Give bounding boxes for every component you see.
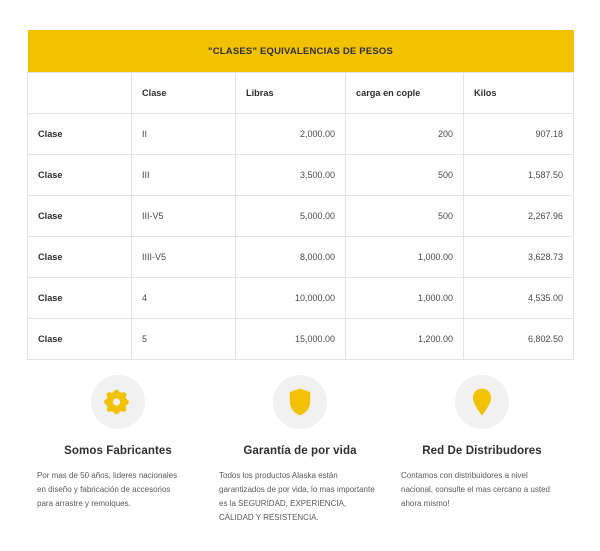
cell-clase: II [132,114,236,155]
table-row [28,114,574,155]
row-label: Clase [28,237,132,278]
column-header-blank [28,73,132,114]
row-label: Clase [28,196,132,237]
icon-badge [273,375,327,429]
cell-kilos: 6,802.50 [464,319,574,360]
row-label: Clase [28,319,132,360]
cell-kilos: 4,535.00 [464,278,574,319]
table-header-row [28,73,574,114]
cell-libras: 2,000.00 [236,114,346,155]
cell-clase: 5 [132,319,236,360]
table-row [28,319,574,360]
feature-title: Red De Distribudores [422,445,542,457]
column-header-carga-en-cople: carga en cople [346,73,464,114]
cell-carga: 500 [346,155,464,196]
cell-kilos: 3,628.73 [464,237,574,278]
table-header [28,73,574,114]
cell-kilos: 1,587.50 [464,155,574,196]
gear-icon [104,388,132,416]
feature-title: Somos Fabricantes [64,445,172,457]
column-header-libras: Libras [236,73,346,114]
column-header-kilos: Kilos [464,73,574,114]
table-body [28,114,574,360]
feature-text: Todos los productos Alaska están garantizados de por vida, lo mas importante es la SEGURIDAD, EXPERIENCIA, CALIDAD Y RESISTENCIA. [219,471,375,522]
row-label: Clase [28,114,132,155]
cell-kilos: 907.18 [464,114,574,155]
table-title-head [28,30,574,73]
cell-kilos: 2,267.96 [464,196,574,237]
cell-libras: 10,000.00 [236,278,346,319]
cell-libras: 8,000.00 [236,237,346,278]
icon-badge [455,375,509,429]
cell-carga: 1,000.00 [346,278,464,319]
cell-libras: 5,000.00 [236,196,346,237]
location-pin-icon [470,387,494,417]
table-row [28,278,574,319]
feature-somos-fabricantes [27,375,209,525]
cell-clase: III-V5 [132,196,236,237]
cell-carga: 200 [346,114,464,155]
cell-carga: 500 [346,196,464,237]
row-label: Clase [28,278,132,319]
table-row [28,196,574,237]
feature-text: Contamos con distribuidores a nivel nacional, consulte el mas cercano a usted ahora mismo! [401,471,550,508]
cell-carga: 1,200.00 [346,319,464,360]
feature-text: Por mas de 50 años, lideres nacionales en diseño y fabricación de accesorios para arrastre y remolques. [37,471,178,508]
icon-badge [91,375,145,429]
cell-carga: 1,000.00 [346,237,464,278]
equivalence-table [27,30,574,360]
table-row [28,237,574,278]
cell-clase: IIII-V5 [132,237,236,278]
feature-title: Garantía de por vida [243,445,357,457]
shield-icon [287,387,313,417]
table-title-row [28,30,574,73]
column-header-clase: Clase [132,73,236,114]
cell-libras: 3,500.00 [236,155,346,196]
cell-clase: 4 [132,278,236,319]
table-row [28,155,574,196]
feature-garantia-de-por-vida [209,375,391,525]
table-title: "CLASES" EQUIVALENCIAS DE PESOS [28,30,574,73]
row-label: Clase [28,155,132,196]
features-section [27,375,573,525]
cell-clase: III [132,155,236,196]
cell-libras: 15,000.00 [236,319,346,360]
equivalence-table-wrapper [27,30,573,360]
feature-red-de-distribudores [391,375,573,525]
